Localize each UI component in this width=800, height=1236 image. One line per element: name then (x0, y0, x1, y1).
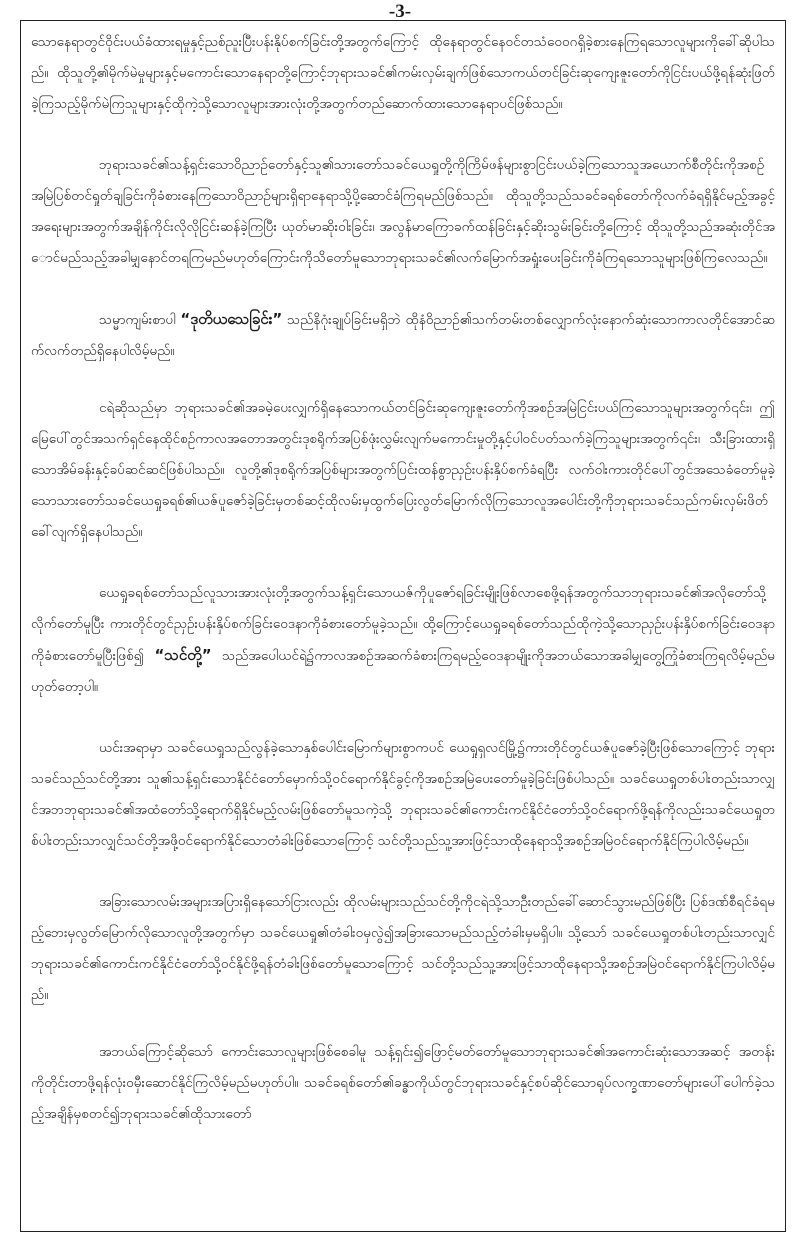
paragraph-2: ဘုရားသခင်၏သန့်ရှင်းသောဝိညာဉ်တော်နှင့်သူ၏သားတော်သခင်ယေရှုတို့ကိုကြိမ်ဖန်များစွာငြင်းပယ်ခဲ့ကြသောသူအယောက်စီတိုင်းကိုအစဉ်အမြဲပြစ်တင်ရှုတ်ချခြင်းကိုခံစားနေကြသောဝိညာဉ်များရှိရာနေရာသို့ပို့ဆောင်ခံကြရမည်ဖြစ်သည်။ ထိုသူတို့သည်သခင်ခရစ်တော်ကိုလက်ခံရရှိနိုင်မည့်အခွင့်အရေးများအတွက်အချိန်ကိုင်းလိုလိုငြင်းဆန်ခဲ့ကြပြီး ယုတ်မာဆိုးဝါးခြင်း၊ အလွန်မာကြောခက်ထန်ခြင်းနှင့်ဆိုးသွမ်းခြင်းတို့ကြောင့် ထိုသူတို့သည်အဆုံးတိုင်အောင်မည်သည့်အခါမျှနောင်တရကြမည်မဟုတ်ကြောင်းကိုသိတော်မူသောဘုရားသခင်၏လက်မြောက်အရှုံးပေးခြင်းကိုခံကြရသောသူများဖြစ်ကြလေသည်။ (31, 157, 775, 266)
paragraph-1: သောနေရာတွင်ဝိုင်းပယ်ခံထားရမှုနှင့်ညစ်ညူးပြီးပန်းနိုပ်စက်ခြင်းတို့အတွက်ကြောင့် ထိုနေရာတွင်နေ၀င်တသံဝေဝဂရှိခဲ့စားနေကြရသောလူများကိုခေါ်ဆိုပါသည်။ ထိုသူတို့၏မိုက်မဲမှုများနှင့်မကောင်းသောနေရာတို့ကြောင့်ဘုရားသခင်၏ကမ်းလှမ်းချက်ဖြစ်သောကယ်တင်ခြင်းဆုကျေးဇူးတော်ကိုငြင်းပယ်ဖို့ရန်ဆုံးဖြတ်ခဲ့ကြသည့်မိုက်မဲကြသူများနှင့်ထိုကဲ့သို့သောလူများအားလုံးတို့အတွက်တည်ဆောက်ထားသောနေရာပင်ဖြစ်သည်။ (31, 34, 775, 112)
paragraph-3 (31, 304, 775, 367)
paragraph-7: အခြားသောလမ်းအများအပြားရှိနေသော်ငြားလည်း ထိုလမ်းများသည်သင်တို့ကိုငရဲသို့သာဦးတည်ခေါ်ဆောင်သွားမည်ဖြစ်ပြီး ပြစ်ဒဏ်စီရင်ခံရမည့်ဘေးမှလွတ်မြောက်လိုသောလူတို့အတွက်မှာ သခင်ယေရှု၏တံခါးဝမှလွဲ၍အခြားသောမည်သည့်တံခါးမှမရှိပါ။ သို့သော် သခင်ယေရှုတစ်ပါးတည်းသာလျှင်ဘုရားသခင်၏ကောင်းကင်နိုင်ငံတော်သို့ဝင်နိုင်ဖို့ရန်တံခါးဖြစ်တော်မူသောကြောင့် သင်တို့သည်သူ့အားဖြင့်သာထိုနေရာသို့အစဉ်အမြဲဝင်ရောက်နိုင်ကြပါလိမ့်မည်။ (31, 894, 775, 1003)
paragraph-5-lead: ယေရှုခရစ်တော်သည်လူသားအားလုံးတို့အတွက်သန့်ရှင်းသောယဇ်ကိုပူဇော်ရခြင်းမျိုးဖြစ်လာစေဖို့ရန်အတွက်သာဘုရားသခင်၏အလိုတော်သို့လိုက်တော်မူပြီး ကားတိုင်တွင်ညှဉ်းပန်းနှိပ်စက်ခြင်းဝေဒနာကိုခံစားတော်မူခဲ့သည်။ ထို့ကြောင့်ယေရှုခရစ်တော်သည်ထိုကဲ့သို့သောညှဉ်းပန်းနှိပ်စက်ခြင်းဝေဒနာကိုခံစားတော်မူပြီးဖြစ်၍ (31, 585, 775, 664)
page-number: -3- (388, 1, 412, 22)
emphasis-second-death: “ဒုတိယသေခြင်း” (180, 310, 283, 328)
paragraph-3-lead: သမ္မာကျမ်းစာပါ (99, 312, 181, 328)
paragraph-4: ငရဲဆိုသည်မှာ ဘုရားသခင်၏အခမဲ့ပေးလျှက်ရှိနေသောကယ်တင်ခြင်းဆုကျေးဇူးတော်ကိုအစဉ်အမြဲငြင်းပယ်ကြသောသူများအတွက်၎င်း၊ ဤမြေပေါ်တွင်အသက်ရှင်နေထိုင်စဉ်ကာလအတောအတွင်းဒုစရိုက်အပြစ်ဖုံးလွှမ်းလျက်မကောင်းမှုတို့နှင့်ပါဝင်ပတ်သက်ခဲ့ကြသူများအတွက်၎င်း၊ သီးခြားထားရှိသောအိမ်ခန်းနှင့်ခပ်ဆင်ဆင်ဖြစ်ပါသည်။ လူတို့၏ဒုစရိုက်အပြစ်များအတွက်ပြင်းထန်စွာညှဉ်းပန်းနှိပ်စက်ခံရပြီး လက်ဝါးကားတိုင်ပေါ်တွင်အသေခံတော်မူခဲ့သောသားတော်သခင်ယေရှုခရစ်၏ယဇ်ပူဇော်ခဲ့ခြင်းမှတစ်ဆင့်ထိုလမ်းမှထွက်ပြေးလွတ်မြောက်လိုကြသောလူအပေါင်းတို့ကိုဘုရားသခင်သည်ကမ်းလှမ်းဖိတ်ခေါ်လျက်ရှိနေပါသည်။ (31, 400, 775, 540)
paragraph-3-rest: သည်နိဂုံးချုပ်ခြင်းမရှိဘဲ ထိုနံဝိညာဉ်၏သက်တမ်းတစ်လျှောက်လုံးနောက်ဆုံးသောကာလတိုင်အောင်ဆက်လက်တည်ရှိနေပါလိမ့်မည်။ (31, 312, 775, 359)
emphasis-you: “သင်တို့” (154, 646, 212, 664)
paragraph-8: အဘယ်ကြောင့်ဆိုသော် ကောင်းသောလူများဖြစ်စေခါမူ သန့်ရှင်း၍ဖြောင့်မတ်တော်မူသောဘုရားသခင်၏အကောင်းဆုံးသောအဆင့် အတန်းကိုတိုင်းတာဖို့ရန်လုံးဝမှီးဆောင်နိုင်ကြလိမ့်မည်မဟုတ်ပါ။ သခင်ခရစ်တော်၏ခန္ဓာကိုယ်တွင်ဘုရားသခင်နှင့်စပ်ဆိုင်သောရုပ်လက္ခဏာတော်များပေါ်ပေါက်ခဲ့သည့်အချိန်မှစတင်၍ဘုရားသခင်၏ထိုသားတော် (31, 1044, 775, 1122)
paragraph-6: ယင်းအရာမှာ သခင်ယေရှုသည်လွန်ခဲ့သောနှစ်ပေါင်းမြောက်များစွာကပင် ယေရှုရှလင်မြို့၌ကားတိုင်တွင်ယဇ်ပူဇော်ခဲ့ပြီးဖြစ်သောကြောင့် ဘုရားသခင်သည်သင်တို့အား သူ၏သန့်ရှင်းသောနိုင်ငံတော်မှောက်သို့ဝင်ရောက်နိုင်ခွင့်ကိုအစဉ်အမြဲပေးတော်မူခဲ့ခြင်းဖြစ်ပါသည်။ သခင်ယေရှုတစ်ပါးတည်းသာလျှင်အဘဘုရားသခင်၏အထံတော်သို့ရောက်ရှိနိုင်မည့်လမ်းဖြစ်တော်မူသကဲ့သို့ ဘုရားသခင်၏ကောင်းကင်နိုင်ငံတော်သို့ဝင်ရောက်ဖို့ရန်ကိုလည်းသခင်ယေရှုတစ်ပါးတည်းသာလျှင်သင်တို့အဖို့ဝင်ရောက်နိုင်သောတံခါးဖြစ်သောကြောင့် သင်တို့သည်သူ့အားဖြင့်သာထိုနေရာသို့အစဉ်အမြဲဝင်ရောက်နိုင်ကြပါလိမ့်မည်။ (31, 740, 775, 849)
paragraph-5 (31, 578, 775, 703)
paragraph-5-rest: သည်အပေါယင်ရဲ၌ကာလအစဉ်အဆက်ခံစားကြရမည့်ဝေဒနာမျိုးကိုအဘယ်သောအခါမျှတွေ့ကြုံခံစားကြရလိမ့်မည်မဟုတ်တော့ပါ။ (31, 648, 775, 695)
text-frame (20, 20, 786, 1232)
